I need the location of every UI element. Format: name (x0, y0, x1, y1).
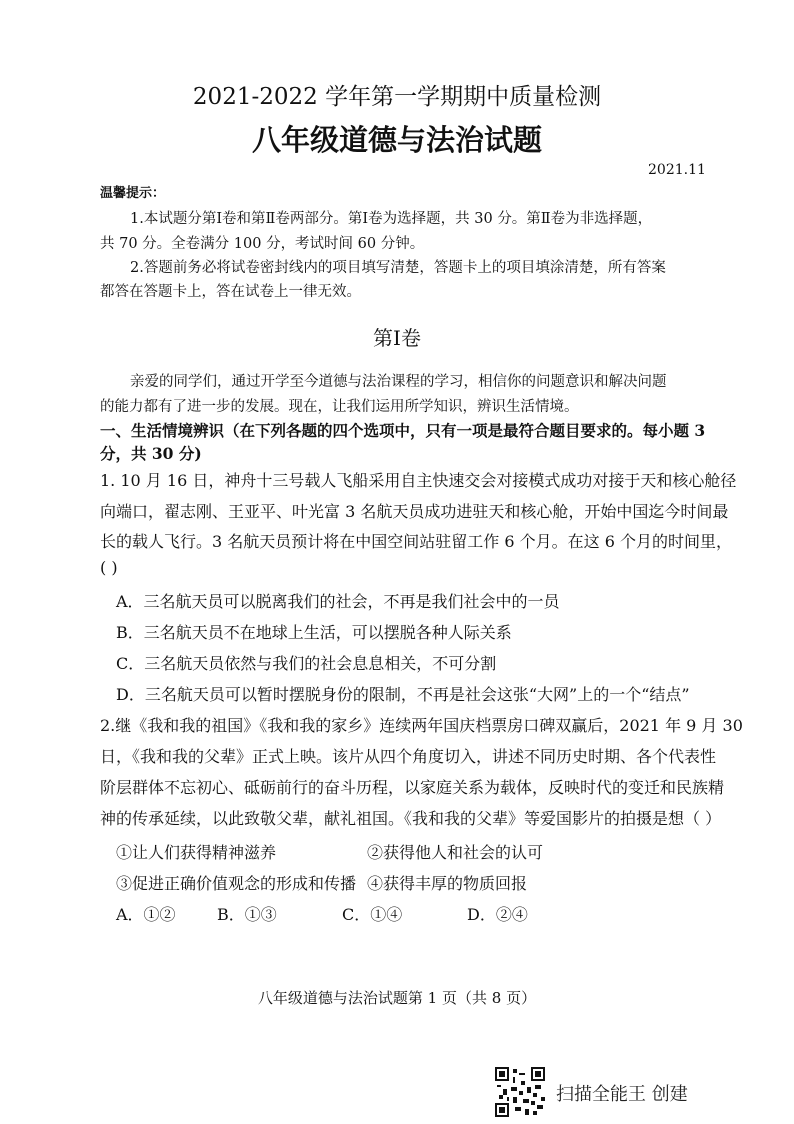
tips-line-1: 1.本试题分第Ⅰ卷和第Ⅱ卷两部分。第Ⅰ卷为选择题，共 30 分。第Ⅱ卷为非选择题， (130, 211, 653, 227)
q1-option-d: D．三名航天员可以暂时摆脱身份的限制，不再是社会这张“大网”上的一个“结点” (116, 685, 690, 704)
q2-choice-b: B．①③ (217, 905, 277, 924)
tips-heading: 温馨提示： (100, 186, 166, 201)
q2-item-3: ③促进正确价值观念的形成和传播 (116, 874, 357, 893)
q1-option-c: C．三名航天员依然与我们的社会息息相关，不可分割 (116, 654, 497, 673)
q2-item-1: ①让人们获得精神滋养 (116, 843, 277, 862)
paper-title: 八年级道德与法治试题 (251, 123, 542, 157)
q2-choice-c: C．①④ (342, 905, 403, 924)
intro-line-1: 亲爱的同学们，通过开学至今道德与法治课程的学习，相信你的问题意识和解决问题 (130, 374, 667, 390)
exam-title: 2021-2022 学年第一学期期中质量检测 (192, 84, 602, 110)
q2-line-4: 神的传承延续，以此致敬父辈，献礼祖国。《我和我的父辈》等爱国影片的拍摄是想（ ） (100, 809, 722, 828)
q2-choice-d: D．②④ (467, 905, 528, 924)
q1-line-1: 1. 10 月 16 日，神舟十三号载人飞船采用自主快速交会对接模式成功对接于天和核心舱径 (100, 471, 737, 490)
part1-heading-line-2: 分，共 30 分) (100, 444, 202, 463)
q1-answer-paren: ( ) (100, 558, 118, 577)
q1-line-3: 长的载人飞行。3 名航天员预计将在中国空间站驻留工作 6 个月。在这 6 个月的时间里， (100, 532, 732, 551)
tips-line-2: 共 70 分。全卷满分 100 分，考试时间 60 分钟。 (100, 236, 425, 252)
tips-line-3: 2.答题前务必将试卷密封线内的项目填写清楚，答题卡上的项目填涂清楚，所有答案 (130, 260, 666, 276)
part1-heading-line-1: 一、生活情境辨识（在下列各题的四个选项中，只有一项是最符合题目要求的。每小题 3 (100, 421, 706, 440)
intro-line-2: 的能力都有了进一步的发展。现在，让我们运用所学知识，辨识生活情境。 (100, 399, 579, 415)
q1-line-2: 向端口，翟志刚、王亚平、叶光富 3 名航天员成功进驻天和核心舱，开始中国迄今时间最 (100, 502, 729, 521)
q2-line-3: 阶层群体不忘初心、砥砺前行的奋斗历程，以家庭关系为载体，反映时代的变迁和民族精 (100, 778, 725, 797)
q2-item-4: ④获得丰厚的物质回报 (367, 874, 528, 893)
q2-choice-a: A．①② (116, 905, 176, 924)
q2-line-2: 日，《我和我的父辈》正式上映。该片从四个角度切入，讲述不同历史时期、各个代表性 (100, 747, 717, 766)
section-title: 第Ⅰ卷 (373, 326, 421, 350)
q2-item-2: ②获得他人和社会的认可 (367, 843, 544, 862)
q2-line-1: 2.继《我和我的祖国》《我和我的家乡》连续两年国庆档票房口碑双赢后，2021 年 9 月 30 (100, 716, 743, 735)
qr-code-icon (495, 1067, 545, 1117)
tips-line-4: 都答在答题卡上，答在试卷上一律无效。 (100, 284, 361, 300)
page-footer: 八年级道德与法治试题第 1 页（共 8 页） (257, 989, 537, 1007)
q1-option-a: A．三名航天员可以脱离我们的社会，不再是我们社会中的一员 (116, 592, 560, 611)
scanner-watermark-label: 扫描全能王 创建 (556, 1084, 688, 1105)
q1-option-b: B．三名航天员不在地球上生活，可以摆脱各种人际关系 (116, 623, 512, 642)
exam-date: 2021.11 (648, 162, 706, 178)
